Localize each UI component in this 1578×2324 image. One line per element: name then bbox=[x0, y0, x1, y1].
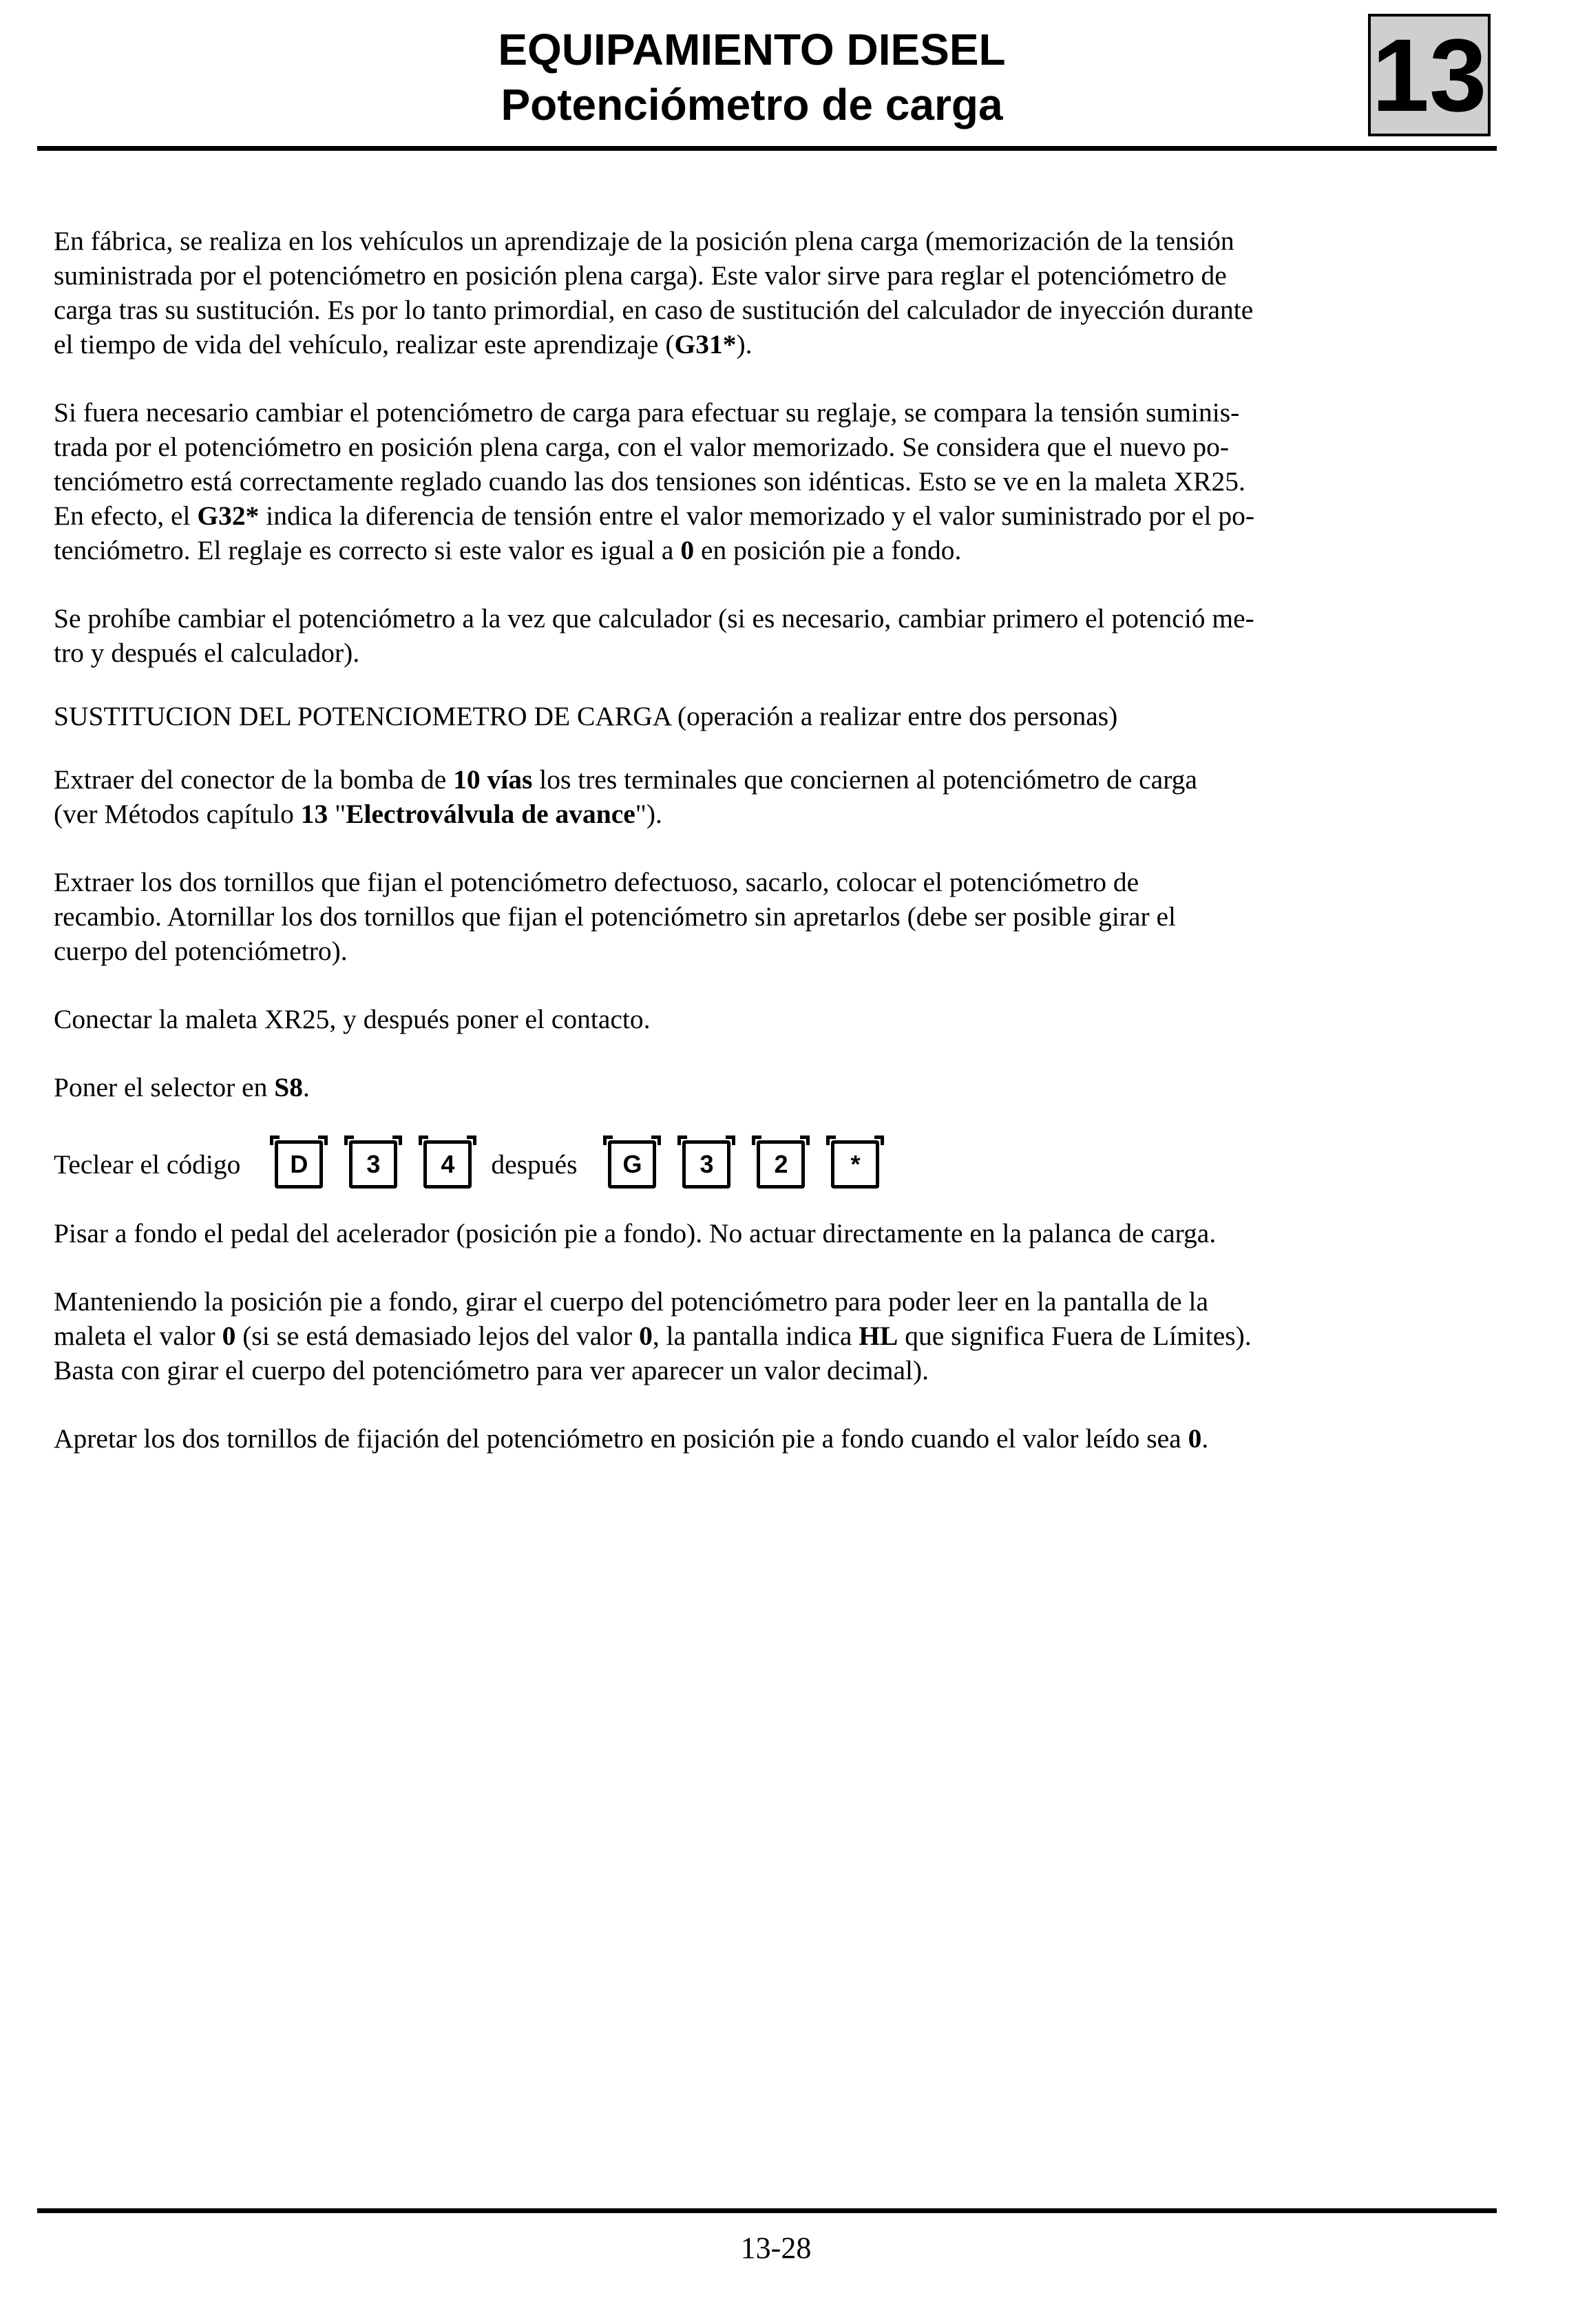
chapter-number-box: 13 bbox=[1368, 14, 1491, 136]
header-rule bbox=[37, 146, 1497, 151]
key-group-second bbox=[608, 1140, 879, 1189]
text-line: tenciómetro está correctamente reglado cuando las dos tensiones son idénticas. Esto se ve en la maleta XR25. bbox=[54, 466, 1245, 496]
paragraph-connector bbox=[54, 762, 1486, 831]
key-2: 2 bbox=[757, 1140, 805, 1189]
text-line: Basta con girar el cuerpo del potenciómetro para ver aparecer un valor decimal). bbox=[54, 1355, 929, 1385]
text-line: cuerpo del potenciómetro). bbox=[54, 936, 348, 966]
key-4: 4 bbox=[423, 1140, 472, 1189]
section-title: EQUIPAMIENTO DIESEL bbox=[498, 25, 1006, 74]
footer-rule bbox=[37, 2208, 1497, 2213]
paragraph-screws bbox=[54, 865, 1486, 968]
text-line: tenciómetro. El reglaje es correcto si este valor es igual a 0 en posición pie a fondo. bbox=[54, 535, 962, 565]
paragraph-pedal: Pisar a fondo el pedal del acelerador (posición pie a fondo). No actuar directamente en la palanca de carga. bbox=[54, 1218, 1217, 1248]
text-line: Extraer del conector de la bomba de 10 vías los tres terminales que conciernen al potenciómetro de carga bbox=[54, 764, 1197, 795]
document-body bbox=[54, 224, 1486, 1489]
key-star: * bbox=[831, 1140, 879, 1189]
page-title: Potenciómetro de carga bbox=[501, 80, 1003, 129]
key-3: 3 bbox=[349, 1140, 397, 1189]
text-line: Manteniendo la posición pie a fondo, girar el cuerpo del potenciómetro para poder leer en la pantalla de la bbox=[54, 1286, 1208, 1317]
paragraph-adjustment bbox=[54, 395, 1486, 567]
page-number: 13-28 bbox=[740, 2231, 812, 2265]
paragraph-warning bbox=[54, 601, 1486, 670]
text-line: maleta el valor 0 (si se está demasiado lejos del valor 0, la pantalla indica HL que significa Fuera de Límites). bbox=[54, 1321, 1252, 1351]
code-then-label: después bbox=[491, 1149, 578, 1180]
text-line: En efecto, el G32* indica la diferencia de tensión entre el valor memorizado y el valor suministrado por el po- bbox=[54, 501, 1254, 531]
text-line: Se prohíbe cambiar el potenciómetro a la vez que calculador (si es necesario, cambiar primero el potenció me- bbox=[54, 603, 1254, 634]
text-line: suministrada por el potenciómetro en posición plena carga). Este valor sirve para reglar el potenciómetro de bbox=[54, 260, 1227, 291]
text-line: trada por el potenciómetro en posición plena carga, con el valor memorizado. Se considera que el nuevo po- bbox=[54, 432, 1230, 462]
paragraph-connect: Conectar la maleta XR25, y después poner el contacto. bbox=[54, 1004, 651, 1034]
text-line: Extraer los dos tornillos que fijan el potenciómetro defectuoso, sacarlo, colocar el potenciómetro de bbox=[54, 867, 1139, 897]
key-g: G bbox=[608, 1140, 656, 1189]
paragraph-rotate bbox=[54, 1284, 1486, 1388]
paragraph-tighten: Apretar los dos tornillos de fijación del potenciómetro en posición pie a fondo cuando el valor leído sea 0. bbox=[54, 1423, 1209, 1454]
key-group-first bbox=[275, 1140, 472, 1189]
text-line: (ver Métodos capítulo 13 "Electroválvula de avance"). bbox=[54, 799, 662, 829]
text-line: el tiempo de vida del vehículo, realizar este aprendizaje (G31*). bbox=[54, 329, 753, 359]
key-d: D bbox=[275, 1140, 323, 1189]
text-line: carga tras su sustitución. Es por lo tanto primordial, en caso de sustitución del calculador de inyección durante bbox=[54, 295, 1254, 325]
section-heading: SUSTITUCION DEL POTENCIOMETRO DE CARGA (operación a realizar entre dos personas) bbox=[54, 701, 1118, 731]
paragraph-selector: Poner el selector en S8. bbox=[54, 1072, 310, 1102]
text-line: En fábrica, se realiza en los vehículos un aprendizaje de la posición plena carga (memorización de la tensión bbox=[54, 226, 1234, 256]
key-3: 3 bbox=[682, 1140, 730, 1189]
code-entry-row bbox=[54, 1133, 1486, 1195]
text-line: Si fuera necesario cambiar el potenciómetro de carga para efectuar su reglaje, se compara la tensión suminis- bbox=[54, 397, 1240, 428]
code-label: Teclear el código bbox=[54, 1149, 241, 1180]
text-line: recambio. Atornillar los dos tornillos que fijan el potenciómetro sin apretarlos (debe ser posible girar el bbox=[54, 901, 1177, 932]
text-line: tro y después el calculador). bbox=[54, 638, 360, 668]
paragraph-intro bbox=[54, 224, 1486, 362]
